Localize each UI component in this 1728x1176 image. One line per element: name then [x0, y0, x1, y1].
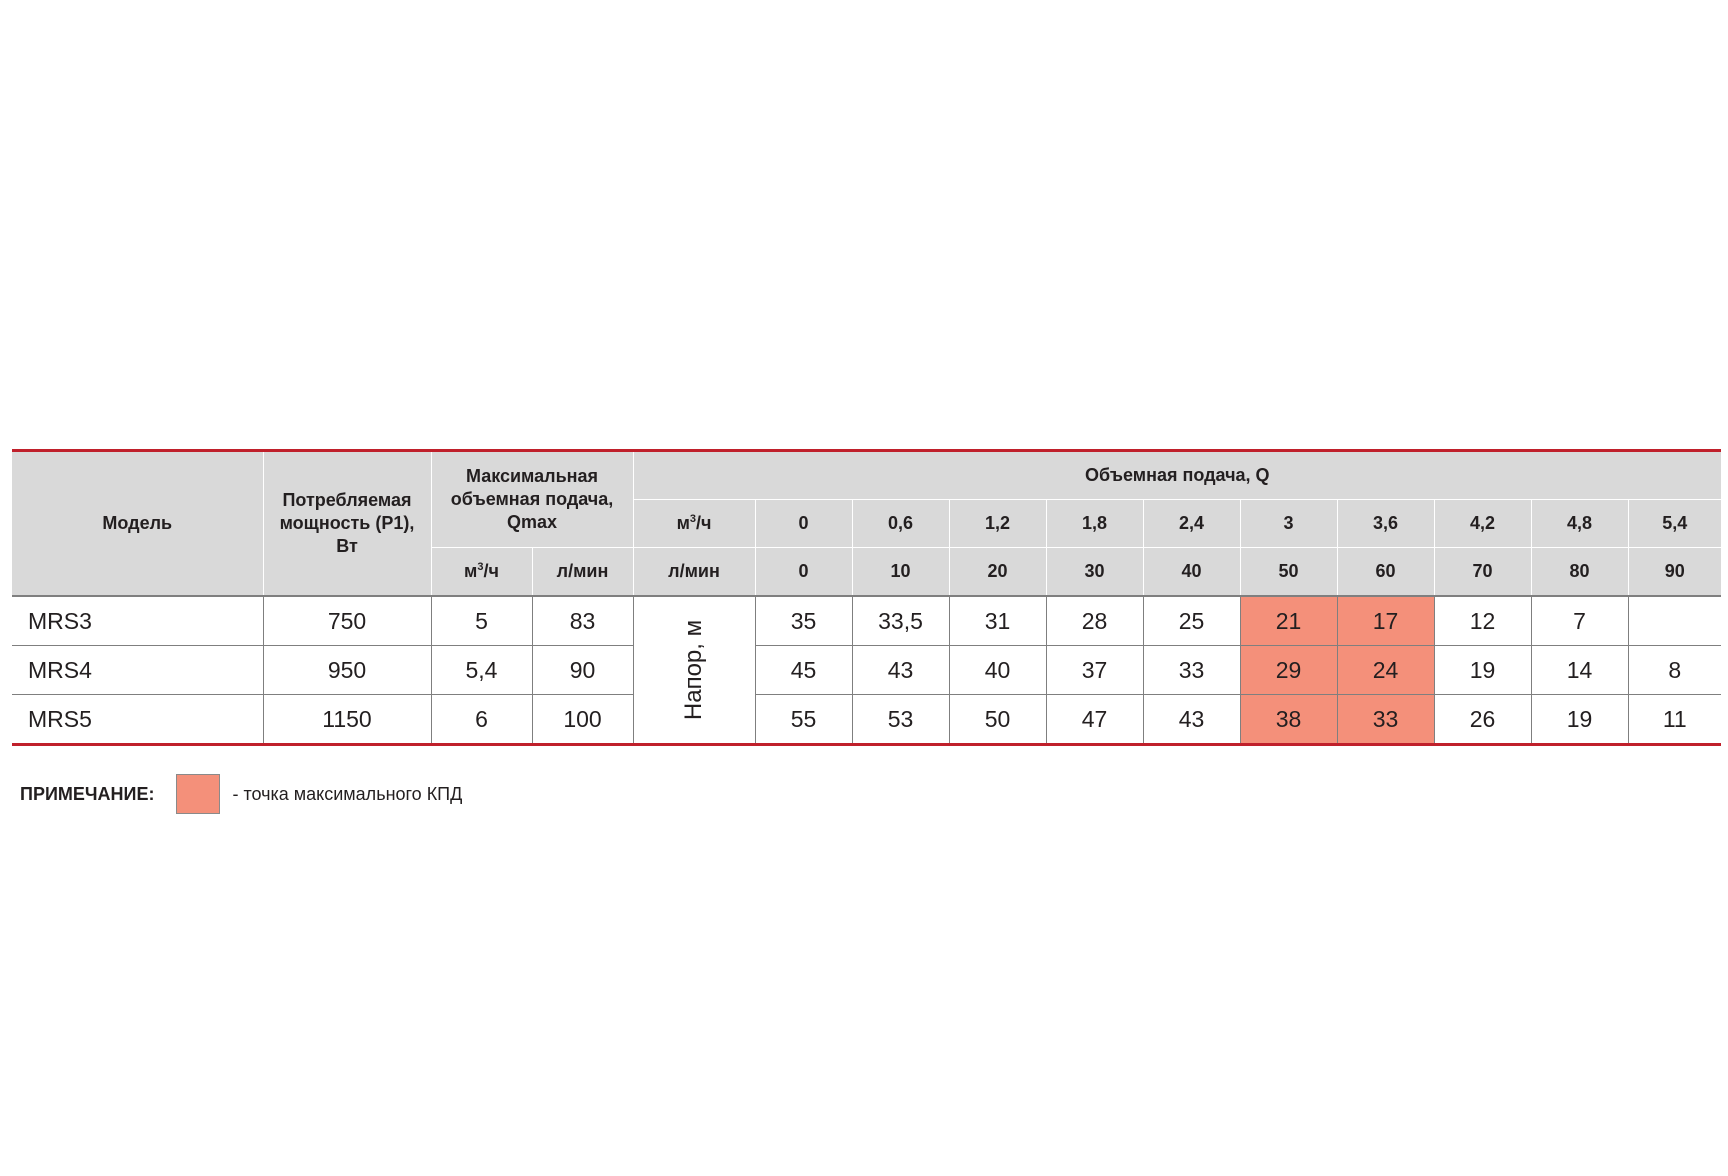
- flow-lmin-header: 90: [1628, 548, 1721, 597]
- note-label: ПРИМЕЧАНИЕ:: [20, 783, 155, 804]
- pump-spec-table: [12, 449, 1721, 746]
- flow-m3h-header: 1,8: [1046, 500, 1143, 548]
- highlight-swatch: [176, 774, 220, 814]
- head-label: Напор, м: [680, 619, 708, 721]
- header-model: Модель: [12, 451, 263, 597]
- table-row: [12, 646, 1721, 695]
- head-value-cell: 43: [852, 646, 949, 695]
- head-value-cell: 40: [949, 646, 1046, 695]
- header-flow: Объемная подача, Q: [633, 451, 1721, 500]
- flow-m3h-header: 0: [755, 500, 852, 548]
- head-value-cell: 43: [1143, 695, 1240, 745]
- head-value-cell: 29: [1240, 646, 1337, 695]
- head-value-cell: 33,5: [852, 596, 949, 646]
- flow-lmin-header: 0: [755, 548, 852, 597]
- head-value-cell: 19: [1434, 646, 1531, 695]
- head-value-cell: 21: [1240, 596, 1337, 646]
- head-value-cell: 53: [852, 695, 949, 745]
- model-cell: MRS3: [12, 596, 263, 646]
- flow-lmin-header: 80: [1531, 548, 1628, 597]
- flow-m3h-header: 4,8: [1531, 500, 1628, 548]
- qmax-m3h-cell: 5,4: [431, 646, 532, 695]
- head-value-cell: 19: [1531, 695, 1628, 745]
- power-cell: 1150: [263, 695, 431, 745]
- legend-note: [20, 770, 462, 818]
- header-qmax-unit-m3h: $м^3/ч$: [431, 548, 532, 597]
- header-flow-unit-m3h: $м^3/ч$: [633, 500, 755, 548]
- flow-lmin-header: 20: [949, 548, 1046, 597]
- head-value-cell: 50: [949, 695, 1046, 745]
- head-value-cell: 55: [755, 695, 852, 745]
- flow-lmin-header: 10: [852, 548, 949, 597]
- model-cell: MRS5: [12, 695, 263, 745]
- header-flow-unit-lmin: л/мин: [633, 548, 755, 597]
- header-power: Потребляемая мощность (Р1), Вт: [263, 451, 431, 597]
- table-row: [12, 596, 1721, 646]
- flow-m3h-header: 4,2: [1434, 500, 1531, 548]
- head-value-cell: 31: [949, 596, 1046, 646]
- head-value-cell: [1628, 596, 1721, 646]
- qmax-m3h-cell: 6: [431, 695, 532, 745]
- flow-m3h-header: 0,6: [852, 500, 949, 548]
- head-value-cell: 35: [755, 596, 852, 646]
- flow-m3h-header: 1,2: [949, 500, 1046, 548]
- flow-lmin-header: 70: [1434, 548, 1531, 597]
- qmax-m3h-cell: 5: [431, 596, 532, 646]
- flow-lmin-header: 40: [1143, 548, 1240, 597]
- flow-m3h-header: 3,6: [1337, 500, 1434, 548]
- note-text: - точка максимального КПД: [232, 783, 463, 804]
- flow-lmin-header: 50: [1240, 548, 1337, 597]
- head-value-cell: 24: [1337, 646, 1434, 695]
- head-value-cell: 11: [1628, 695, 1721, 745]
- head-value-cell: 33: [1143, 646, 1240, 695]
- head-value-cell: 38: [1240, 695, 1337, 745]
- model-cell: MRS4: [12, 646, 263, 695]
- flow-m3h-header: 3: [1240, 500, 1337, 548]
- flow-m3h-header: 5,4: [1628, 500, 1721, 548]
- table-row: [12, 695, 1721, 745]
- flow-m3h-header: 2,4: [1143, 500, 1240, 548]
- head-value-cell: 8: [1628, 646, 1721, 695]
- qmax-lmin-cell: 90: [532, 646, 633, 695]
- head-value-cell: 17: [1337, 596, 1434, 646]
- power-cell: 750: [263, 596, 431, 646]
- head-value-cell: 26: [1434, 695, 1531, 745]
- header-qmax-unit-lmin: л/мин: [532, 548, 633, 597]
- qmax-lmin-cell: 83: [532, 596, 633, 646]
- flow-lmin-header: 30: [1046, 548, 1143, 597]
- head-label-cell: [633, 596, 755, 745]
- power-cell: 950: [263, 646, 431, 695]
- head-value-cell: 28: [1046, 596, 1143, 646]
- qmax-lmin-cell: 100: [532, 695, 633, 745]
- head-value-cell: 33: [1337, 695, 1434, 745]
- head-value-cell: 37: [1046, 646, 1143, 695]
- head-value-cell: 47: [1046, 695, 1143, 745]
- flow-lmin-header: 60: [1337, 548, 1434, 597]
- head-value-cell: 12: [1434, 596, 1531, 646]
- head-value-cell: 14: [1531, 646, 1628, 695]
- head-value-cell: 7: [1531, 596, 1628, 646]
- head-value-cell: 25: [1143, 596, 1240, 646]
- head-value-cell: 45: [755, 646, 852, 695]
- header-qmax: Максимальная объемная подача, Qmax: [431, 451, 633, 548]
